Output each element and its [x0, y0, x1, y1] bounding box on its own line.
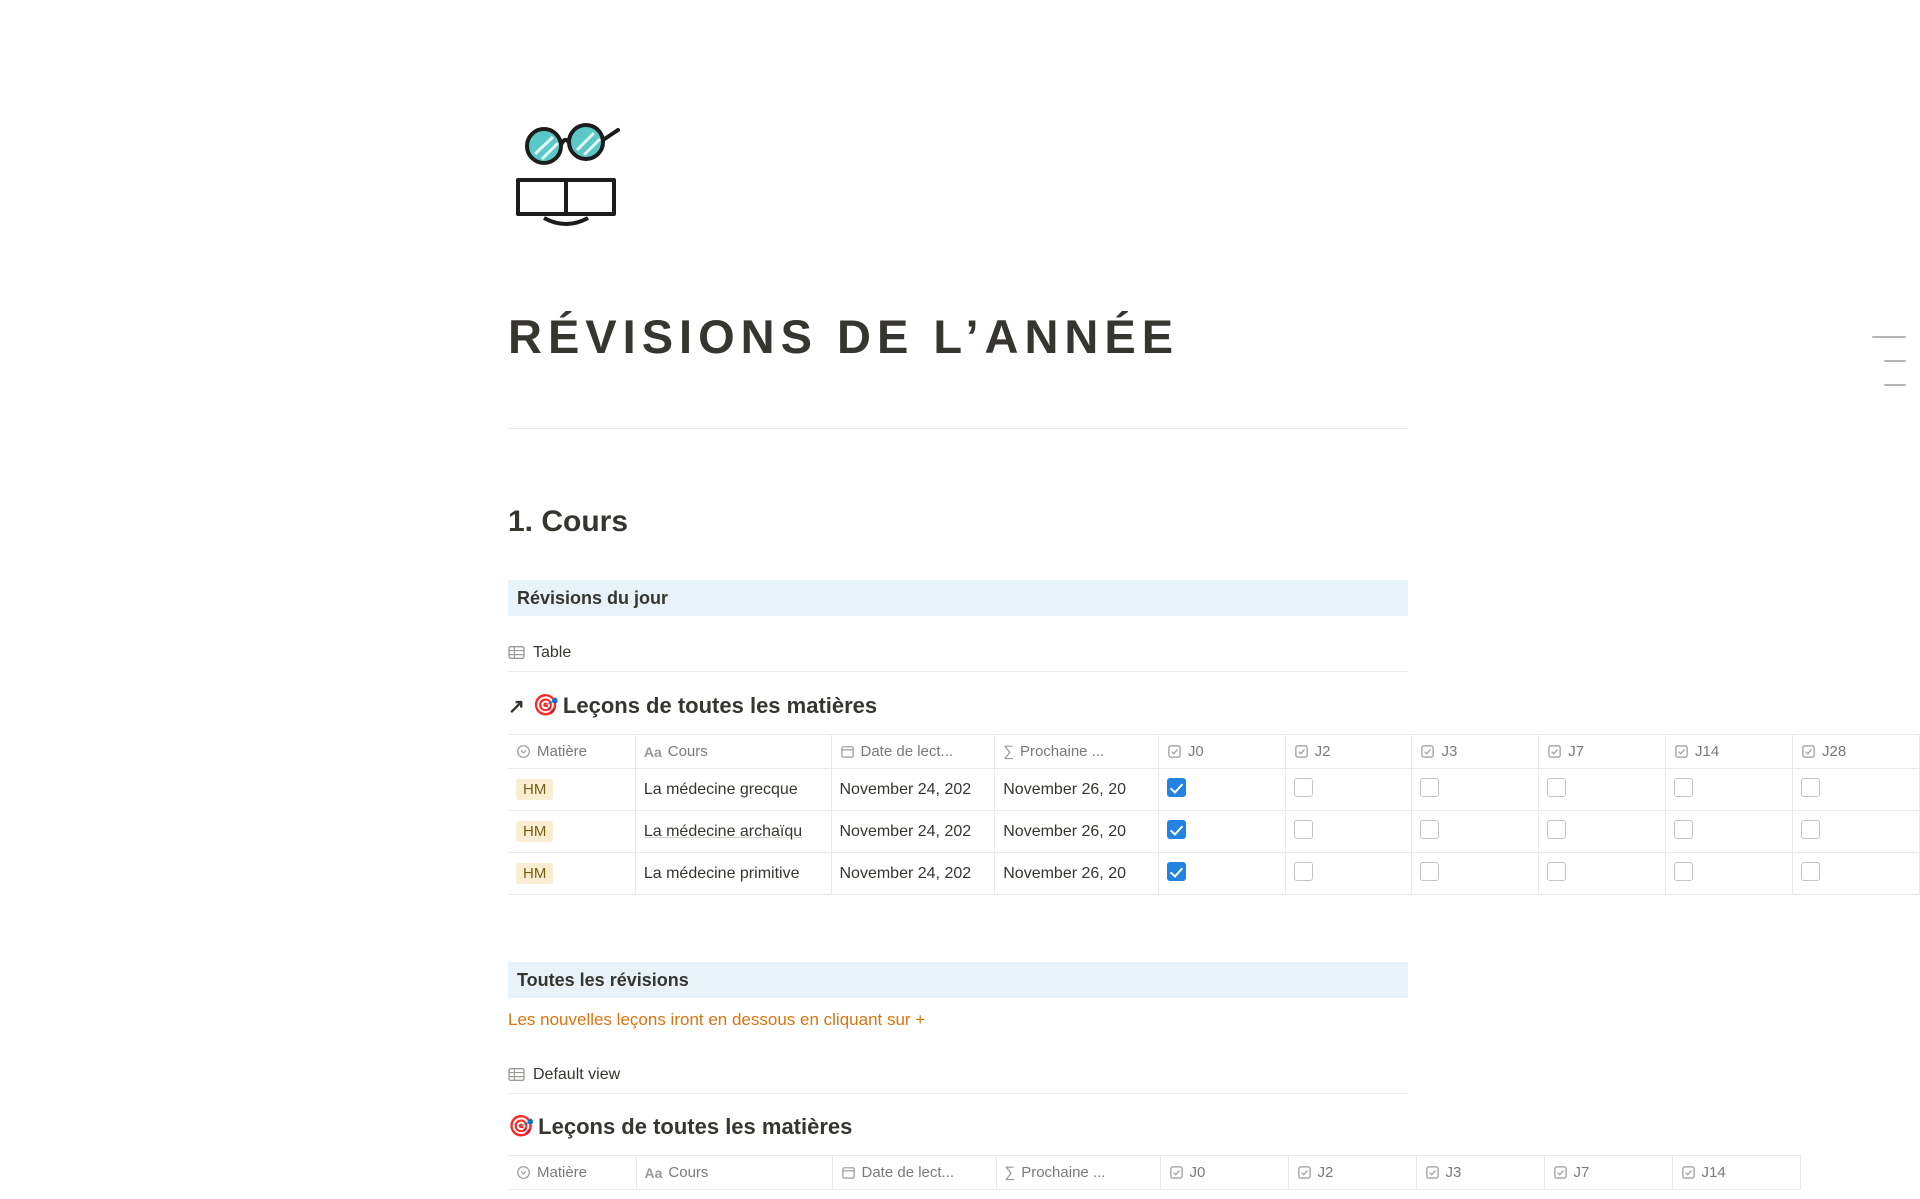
date-icon — [841, 1165, 856, 1180]
column-header-prochaine[interactable] — [995, 735, 1159, 769]
checkbox-j14[interactable] — [1674, 862, 1693, 881]
table-row[interactable] — [508, 853, 1920, 895]
checkbox-j14[interactable] — [1674, 820, 1693, 839]
checkbox-j7[interactable] — [1547, 778, 1566, 797]
column-header-j2[interactable] — [1285, 735, 1412, 769]
checkbox-j2[interactable] — [1294, 778, 1313, 797]
column-header-j3[interactable] — [1416, 1156, 1544, 1190]
column-label: Prochaine ... — [1021, 1164, 1106, 1181]
section-heading-cours[interactable]: 1. Cours — [508, 505, 629, 538]
checkbox-j28[interactable] — [1801, 820, 1820, 839]
checkbox-icon — [1425, 1165, 1440, 1180]
checkbox-j2[interactable] — [1294, 862, 1313, 881]
cell-prochaine[interactable]: November 26, 20 — [995, 811, 1159, 853]
select-icon — [516, 1165, 531, 1180]
cell-j2[interactable] — [1285, 811, 1412, 853]
column-label: J7 — [1573, 1164, 1590, 1181]
view-tab-label[interactable]: Default view — [533, 1065, 621, 1083]
column-header-j2[interactable] — [1288, 1156, 1416, 1190]
text-icon: Aa — [643, 743, 662, 760]
column-label: J14 — [1701, 1164, 1726, 1181]
callout-label: Révisions du jour — [517, 587, 669, 608]
cell-cours[interactable] — [635, 811, 831, 853]
table-row[interactable] — [508, 769, 1920, 811]
cell-j0[interactable] — [1158, 769, 1285, 811]
page-title[interactable]: RÉVISIONS DE L’ANNÉE — [508, 310, 1180, 363]
checkbox-icon — [1294, 744, 1309, 759]
column-label: J2 — [1314, 743, 1331, 760]
cell-j3[interactable] — [1412, 811, 1539, 853]
column-header-j28[interactable] — [1792, 735, 1919, 769]
checkbox-j7[interactable] — [1547, 820, 1566, 839]
database-view-tabs-2[interactable] — [508, 1056, 1408, 1094]
cell-j14[interactable] — [1666, 769, 1793, 811]
glasses-book-icon[interactable] — [508, 118, 632, 230]
column-header-j14[interactable] — [1672, 1156, 1800, 1190]
checkbox-j7[interactable] — [1547, 862, 1566, 881]
table-icon — [508, 644, 525, 661]
checkbox-j3[interactable] — [1420, 862, 1439, 881]
column-label: Matière — [537, 1164, 588, 1181]
column-header-matiere[interactable] — [508, 1156, 636, 1190]
cell-date[interactable]: November 24, 202 — [831, 769, 995, 811]
cell-j0[interactable] — [1158, 811, 1285, 853]
column-label: Matière — [537, 743, 588, 760]
outline-mark-1[interactable] — [1872, 336, 1906, 338]
column-header-prochaine[interactable] — [996, 1156, 1160, 1190]
column-label: J3 — [1441, 743, 1458, 760]
target-icon: 🎯 — [532, 694, 559, 717]
database-title-label: Leçons de toutes les matières — [562, 693, 878, 718]
checkbox-j0[interactable] — [1167, 862, 1186, 881]
cell-j14[interactable] — [1666, 853, 1793, 895]
column-header-date-de-lecture[interactable] — [831, 735, 995, 769]
column-header-cours[interactable] — [636, 1156, 832, 1190]
checkbox-j3[interactable] — [1420, 778, 1439, 797]
cell-j3[interactable] — [1412, 769, 1539, 811]
cell-cours[interactable]: La médecine primitive — [635, 853, 831, 895]
cell-prochaine[interactable]: November 26, 20 — [995, 769, 1159, 811]
column-header-j0[interactable] — [1160, 1156, 1288, 1190]
cell-cours[interactable]: La médecine grecque — [635, 769, 831, 811]
date-icon — [840, 744, 855, 759]
column-label: Date de lect... — [860, 743, 954, 760]
column-label: Cours — [668, 1164, 709, 1181]
outline-mark-3[interactable] — [1884, 384, 1906, 386]
cell-j28[interactable] — [1792, 811, 1919, 853]
callout-toutes-les-revisions[interactable] — [508, 962, 1408, 998]
column-label: Prochaine ... — [1019, 743, 1105, 760]
checkbox-icon — [1297, 1165, 1312, 1180]
column-header-j7[interactable] — [1544, 1156, 1672, 1190]
cell-j0[interactable] — [1158, 853, 1285, 895]
column-label: Date de lect... — [861, 1164, 955, 1181]
cell-j14[interactable] — [1666, 811, 1793, 853]
column-header-matiere[interactable] — [508, 735, 635, 769]
cell-prochaine[interactable]: November 26, 20 — [995, 853, 1159, 895]
checkbox-icon — [1674, 744, 1689, 759]
table-row[interactable] — [508, 811, 1920, 853]
cell-j2[interactable] — [1285, 853, 1412, 895]
checkbox-icon — [1553, 1165, 1568, 1180]
checkbox-icon — [1167, 744, 1182, 759]
checkbox-icon — [1169, 1165, 1184, 1180]
column-header-date-de-lecture[interactable] — [832, 1156, 996, 1190]
orange-note-text: Les nouvelles leçons iront en dessous en cliquant sur + — [508, 1010, 926, 1029]
arrow-up-right-icon: ↗ — [508, 695, 525, 718]
checkbox-j0[interactable] — [1167, 778, 1186, 797]
checkbox-j0[interactable] — [1167, 820, 1186, 839]
title-divider — [508, 428, 1408, 429]
target-icon: 🎯 — [508, 1115, 535, 1138]
column-label: J3 — [1445, 1164, 1462, 1181]
cell-text: La médecine archaïqu — [643, 822, 803, 840]
table-icon — [508, 1066, 525, 1083]
checkbox-icon — [1547, 744, 1562, 759]
column-label: J0 — [1189, 1164, 1206, 1181]
view-tab-label[interactable]: Table — [533, 643, 572, 661]
checkbox-icon — [1801, 744, 1816, 759]
column-header-j7[interactable] — [1539, 735, 1666, 769]
database-table-1[interactable] — [508, 734, 1920, 895]
database-title-1[interactable] — [508, 693, 877, 719]
database-title-2[interactable] — [508, 1114, 852, 1140]
column-label: J28 — [1821, 743, 1847, 760]
cell-date[interactable]: November 24, 202 — [831, 853, 995, 895]
cell-j7[interactable] — [1539, 853, 1666, 895]
tag: HM — [516, 821, 553, 842]
cell-matiere[interactable] — [508, 853, 635, 895]
formula-icon: ∑ — [1004, 1164, 1016, 1181]
text-icon: Aa — [644, 1164, 663, 1181]
cell-matiere[interactable] — [508, 811, 635, 853]
checkbox-j14[interactable] — [1674, 778, 1693, 797]
database-table-2[interactable] — [508, 1155, 1801, 1190]
database-title-label: Leçons de toutes les matières — [538, 1114, 853, 1139]
outline-mark-2[interactable] — [1884, 360, 1906, 362]
cell-date[interactable]: November 24, 202 — [831, 811, 995, 853]
cell-j28[interactable] — [1792, 853, 1919, 895]
column-label: J2 — [1317, 1164, 1334, 1181]
cell-j7[interactable] — [1539, 811, 1666, 853]
checkbox-j28[interactable] — [1801, 862, 1820, 881]
callout-revisions-du-jour[interactable] — [508, 580, 1408, 616]
table-header-row — [508, 735, 1920, 769]
column-label: J7 — [1568, 743, 1585, 760]
cell-matiere[interactable] — [508, 769, 635, 811]
column-header-j3[interactable] — [1412, 735, 1539, 769]
column-header-cours[interactable] — [635, 735, 831, 769]
cell-j28[interactable] — [1792, 769, 1919, 811]
cell-j7[interactable] — [1539, 769, 1666, 811]
column-label: J14 — [1695, 743, 1720, 760]
checkbox-icon — [1681, 1165, 1696, 1180]
page-outline-marks[interactable] — [1872, 336, 1906, 408]
column-label: J0 — [1187, 743, 1204, 760]
column-label: Cours — [667, 743, 708, 760]
column-header-j14[interactable] — [1666, 735, 1793, 769]
column-header-j0[interactable] — [1158, 735, 1285, 769]
cell-j3[interactable] — [1412, 853, 1539, 895]
cell-j2[interactable] — [1285, 769, 1412, 811]
formula-icon: ∑ — [1003, 743, 1014, 760]
table-header-row — [508, 1156, 1800, 1190]
tag: HM — [516, 863, 553, 884]
checkbox-j2[interactable] — [1294, 820, 1313, 839]
database-view-tabs-1[interactable] — [508, 634, 1408, 672]
checkbox-j28[interactable] — [1801, 778, 1820, 797]
select-icon — [516, 744, 531, 759]
checkbox-j3[interactable] — [1420, 820, 1439, 839]
checkbox-icon — [1420, 744, 1435, 759]
tag: HM — [516, 779, 553, 800]
callout-label: Toutes les révisions — [517, 969, 689, 990]
